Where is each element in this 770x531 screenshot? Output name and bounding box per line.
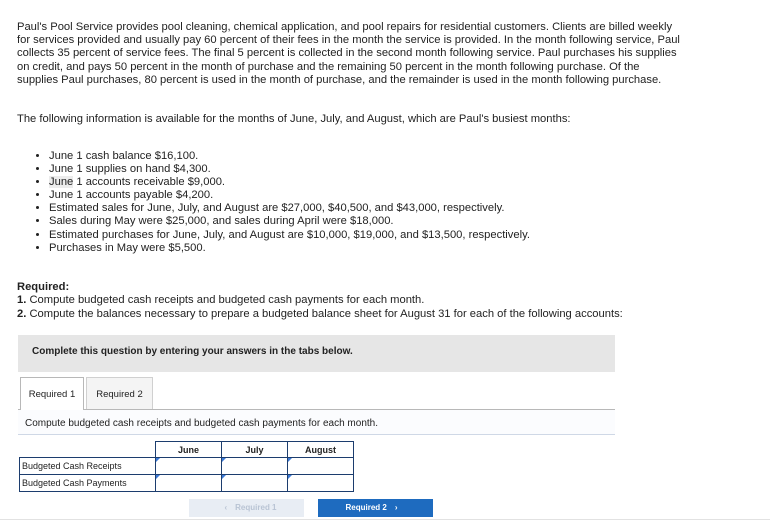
table-corner [20,442,156,458]
required-number: 1. [17,294,27,307]
input-cell[interactable] [288,475,354,492]
required-item-2 [17,308,623,321]
prev-tab-label: Required 1 [235,503,277,512]
facts-list [14,150,530,255]
chevron-left-icon: ‹ [224,503,228,512]
input-cell[interactable] [222,458,288,475]
input-cell[interactable] [156,458,222,475]
list-item: • June 1 supplies on hand $4,300. [49,163,530,176]
column-header-june: June [156,442,222,458]
required-text: Compute budgeted cash receipts and budgeted cash payments for each month. [26,294,425,307]
list-item: • Estimated sales for June, July, and August are $27,000, $40,500, and $43,000, respectively. [49,202,530,215]
table-row [20,458,354,475]
list-item: • June 1 cash balance $16,100. [49,150,530,163]
list-item: • Purchases in May were $5,500. [49,242,530,255]
list-item-text: 1 accounts receivable $9,000. [73,176,226,189]
info-line: The following information is available for the months of June, July, and August, which are Paul's busiest months: [17,113,571,125]
required-item-1 [17,294,623,307]
answer-table [19,441,354,492]
table-header-row [20,442,354,458]
list-item: • June 1 accounts payable $4,200. [49,189,530,202]
highlighted-text: June [49,176,74,189]
panel-instruction: Compute budgeted cash receipts and budgeted cash payments for each month. [25,418,379,429]
next-tab-button[interactable] [318,499,433,517]
input-cell[interactable] [288,458,354,475]
required-section [17,281,623,321]
input-cell[interactable] [222,475,288,492]
required-number: 2. [17,307,27,320]
list-item [49,176,530,189]
cash-receipts-august-input[interactable] [288,458,353,474]
list-item: • Sales during May were $25,000, and sales during April were $18,000. [49,215,530,228]
chevron-right-icon: › [394,503,398,512]
tab-panel-header [18,409,615,435]
next-tab-label: Required 2 [345,503,387,512]
column-header-august: August [288,442,354,458]
table-row [20,475,354,492]
required-text: Compute the balances necessary to prepare a budgeted balance sheet for August 31 for each of the following accounts: [26,307,623,320]
column-header-july: July [222,442,288,458]
cash-payments-july-input[interactable] [222,475,287,491]
input-cell[interactable] [156,475,222,492]
tab-required-2[interactable]: Required 2 [86,377,153,410]
row-label-cash-payments: Budgeted Cash Payments [20,475,156,492]
tab-required-1[interactable]: Required 1 [20,377,84,410]
cash-payments-june-input[interactable] [156,475,221,491]
instruction-text: Complete this question by entering your answers in the tabs below. [32,346,353,357]
instruction-banner [18,335,615,372]
prev-tab-button[interactable] [189,499,304,517]
divider [0,519,770,520]
cash-payments-august-input[interactable] [288,475,353,491]
cash-receipts-july-input[interactable] [222,458,287,474]
cash-receipts-june-input[interactable] [156,458,221,474]
problem-intro: Paul's Pool Service provides pool cleaning, chemical application, and pool repairs for residential customers. Clients are billed weekly for services provided and usually pay 60 percent of their fees in the month the service is provided. In the month following service, Paul collects 35 percent of service fees. The final 5 percent is collected in the second month following service. Paul purchases his supplies on credit, and pays 50 percent in the month of purchase and the remaining 50 percent in the month following purchase. Of the supplies Paul purchases, 80 percent is used in the month of purchase, and the remainder is used in the month following purchase. [17,21,680,86]
list-item: • Estimated purchases for June, July, and August are $10,000, $19,000, and $13,500, respectively. [49,229,530,242]
row-label-cash-receipts: Budgeted Cash Receipts [20,458,156,475]
required-heading: Required: [17,281,70,293]
